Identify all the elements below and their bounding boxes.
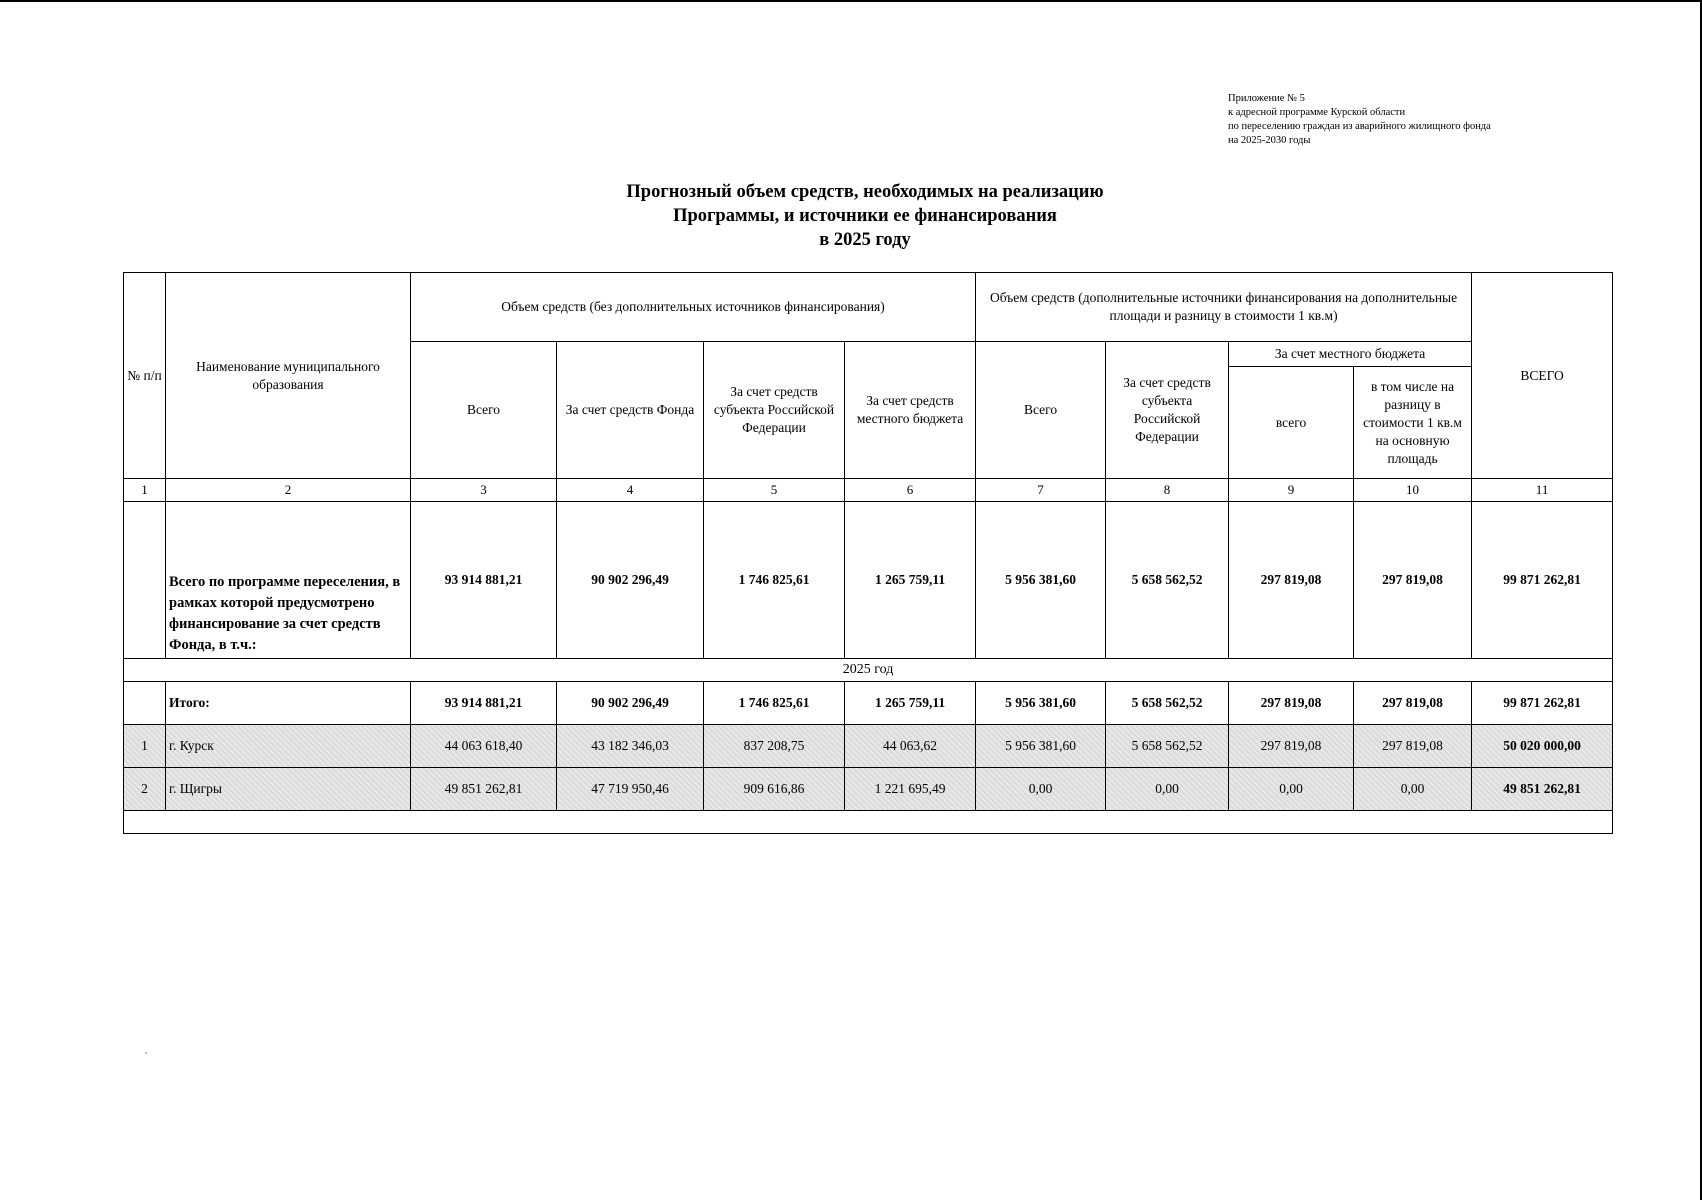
- table-cell: 297 819,08: [1354, 502, 1472, 659]
- table-cell: 5 956 381,60: [976, 682, 1106, 725]
- table-cell: 909 616,86: [704, 768, 845, 811]
- title-line: в 2025 году: [819, 230, 911, 250]
- table-cell: 297 819,08: [1229, 725, 1354, 768]
- financing-table: [123, 272, 1613, 834]
- table-cell: 0,00: [976, 768, 1106, 811]
- table-cell: 297 819,08: [1354, 725, 1472, 768]
- table-row: [124, 725, 1613, 768]
- table-cell: 1 746 825,61: [704, 682, 845, 725]
- appendix-note: [1228, 92, 1648, 148]
- year-label: 2025 год: [124, 659, 1613, 682]
- header-c5: За счет средств субъекта Российской Федерации: [704, 342, 845, 479]
- title-line: Программы, и источники ее финансирования: [673, 206, 1057, 226]
- header-c6: За счет средств местного бюджета: [845, 342, 976, 479]
- header-c7: Всего: [976, 342, 1106, 479]
- header-c9: всего: [1229, 367, 1354, 479]
- table-cell: 297 819,08: [1354, 682, 1472, 725]
- table-cell: 1 265 759,11: [845, 502, 976, 659]
- table-cell: 5 956 381,60: [976, 502, 1106, 659]
- header-total: ВСЕГО: [1472, 273, 1613, 479]
- header-c4: За счет средств Фонда: [557, 342, 704, 479]
- col-number: 10: [1354, 479, 1472, 502]
- table-cell: 99 871 262,81: [1472, 502, 1613, 659]
- table-cell: 47 719 950,46: [557, 768, 704, 811]
- header-c10: в том числе на разницу в стоимости 1 кв.м на основную площадь: [1354, 367, 1472, 479]
- col-number: 5: [704, 479, 845, 502]
- table-cell: [124, 682, 166, 725]
- table-cell: [124, 502, 166, 659]
- col-number: 9: [1229, 479, 1354, 502]
- table-cell: 0,00: [1106, 768, 1229, 811]
- table-cell: 5 658 562,52: [1106, 725, 1229, 768]
- header-c8: За счет средств субъекта Российской Федерации: [1106, 342, 1229, 479]
- header-name: Наименование муниципального образования: [166, 273, 411, 479]
- appendix-line: на 2025-2030 годы: [1228, 135, 1311, 146]
- row-num: 1: [124, 725, 166, 768]
- empty-row: [124, 811, 1613, 834]
- col-number: 2: [166, 479, 411, 502]
- table-row: [124, 768, 1613, 811]
- table-cell: [124, 811, 1613, 834]
- table-cell: 44 063 618,40: [411, 725, 557, 768]
- appendix-line: по переселению граждан из аварийного жилищного фонда: [1228, 121, 1491, 132]
- table-cell: 297 819,08: [1229, 502, 1354, 659]
- scan-speck: [145, 1052, 147, 1054]
- year-row: [124, 659, 1613, 682]
- table-cell: 297 819,08: [1229, 682, 1354, 725]
- header-num: № п/п: [124, 273, 166, 479]
- col-number: 8: [1106, 479, 1229, 502]
- itogo-row: [124, 682, 1613, 725]
- table-cell: 50 020 000,00: [1472, 725, 1613, 768]
- program-total-name: Всего по программе переселения, в рамках которой предусмотрено финансирование за счет средств Фонда, в т.ч.:: [166, 502, 411, 659]
- table-cell: 90 902 296,49: [557, 502, 704, 659]
- scan-border-top: [0, 0, 1702, 2]
- title-line: Прогнозный объем средств, необходимых на реализацию: [626, 182, 1104, 202]
- table-cell: 5 956 381,60: [976, 725, 1106, 768]
- table-cell: 49 851 262,81: [411, 768, 557, 811]
- header-group-additional: Объем средств (дополнительные источники финансирования на дополнительные площади и разницу в стоимости 1 кв.м): [976, 273, 1472, 342]
- header-local-budget: За счет местного бюджета: [1229, 342, 1472, 367]
- table-cell: 90 902 296,49: [557, 682, 704, 725]
- table-cell: 0,00: [1229, 768, 1354, 811]
- table-cell: 5 658 562,52: [1106, 682, 1229, 725]
- row-name: г. Курск: [166, 725, 411, 768]
- row-num: 2: [124, 768, 166, 811]
- table-cell: 44 063,62: [845, 725, 976, 768]
- table-cell: 837 208,75: [704, 725, 845, 768]
- appendix-line: к адресной программе Курской области: [1228, 107, 1406, 118]
- itogo-label: Итого:: [166, 682, 411, 725]
- table-cell: 1 265 759,11: [845, 682, 976, 725]
- document-title: [560, 180, 1170, 252]
- table-cell: 0,00: [1354, 768, 1472, 811]
- col-number: 11: [1472, 479, 1613, 502]
- appendix-line: Приложение № 5: [1228, 93, 1305, 104]
- table-cell: 1 221 695,49: [845, 768, 976, 811]
- table-cell: 1 746 825,61: [704, 502, 845, 659]
- col-number: 3: [411, 479, 557, 502]
- row-name: г. Щигры: [166, 768, 411, 811]
- header-c3: Всего: [411, 342, 557, 479]
- col-number: 6: [845, 479, 976, 502]
- table-cell: 43 182 346,03: [557, 725, 704, 768]
- table-cell: 99 871 262,81: [1472, 682, 1613, 725]
- col-number: 7: [976, 479, 1106, 502]
- col-number: 4: [557, 479, 704, 502]
- table-cell: 93 914 881,21: [411, 502, 557, 659]
- table-cell: 49 851 262,81: [1472, 768, 1613, 811]
- col-number: 1: [124, 479, 166, 502]
- table-cell: 93 914 881,21: [411, 682, 557, 725]
- header-group-base: Объем средств (без дополнительных источников финансирования): [411, 273, 976, 342]
- column-number-row: [124, 479, 1613, 502]
- table-cell: 5 658 562,52: [1106, 502, 1229, 659]
- program-total-row: [124, 502, 1613, 659]
